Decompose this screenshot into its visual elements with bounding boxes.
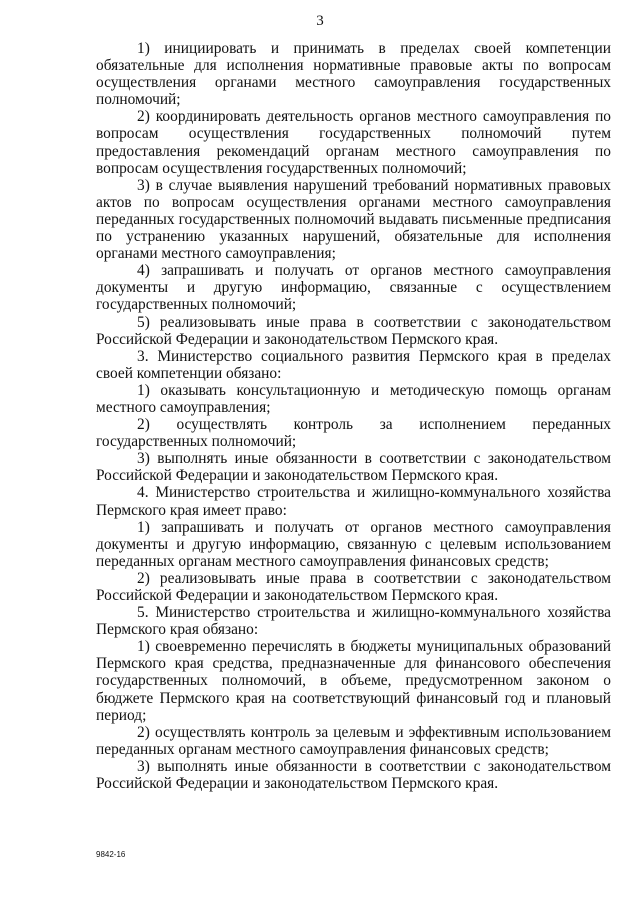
paragraph-4-1: 1) запрашивать и получать от органов местного самоуправления документы и другую информацию, связанную с целевым использованием переданных органам местного самоуправления финансовых средств; <box>96 518 611 570</box>
paragraph-4-2: 2) реализовывать иные права в соответствии с законодательством Российской Федерации и законодательством Пермского края. <box>96 569 611 604</box>
paragraph-2-4: 4) запрашивать и получать от органов местного самоуправления документы и другую информацию, связанные с осуществлением государственных полномочий; <box>96 262 611 314</box>
page-number: 3 <box>316 13 324 29</box>
section-3-heading: 3. Министерство социального развития Пермского края в пределах своей компетенции обязано: <box>96 347 611 382</box>
paragraph-2-1: 1) инициировать и принимать в пределах своей компетенции обязательные для исполнения нормативные правовые акты по вопросам осуществления органами местного самоуправления государственных полномочий; <box>96 40 611 109</box>
document-code: 9842-16 <box>96 850 126 859</box>
paragraph-3-3: 3) выполнять иные обязанности в соответствии с законодательством Российской Федерации и законодательством Пермского края. <box>96 450 611 485</box>
paragraph-2-5: 5) реализовывать иные права в соответствии с законодательством Российской Федерации и законодательством Пермского края. <box>96 313 611 348</box>
paragraph-3-1: 1) оказывать консультационную и методическую помощь органам местного самоуправления; <box>96 381 611 416</box>
paragraph-5-3: 3) выполнять иные обязанности в соответствии с законодательством Российской Федерации и законодательством Пермского края. <box>96 757 611 793</box>
section-5-heading: 5. Министерство строительства и жилищно-коммунального хозяйства Пермского края обязано: <box>96 604 611 639</box>
paragraph-2-3: 3) в случае выявления нарушений требований нормативных правовых актов по вопросам осуществления органами местного самоуправления переданных государственных полномочий выдавать письменные предписания по устранению указанных нарушений, обязательные для исполнения органами местного самоуправления; <box>96 176 611 263</box>
paragraph-2-2: 2) координировать деятельность органов местного самоуправления по вопросам осуществления государственных полномочий путем предоставления рекомендаций органам местного самоуправления по вопросам осуществления государственных полномочий; <box>96 108 611 177</box>
paragraph-5-1: 1) своевременно перечислять в бюджеты муниципальных образований Пермского края средства, предназначенные для финансового обеспечения государственных полномочий, в объеме, предусмотренном законом о бюджете Пермского края на соответствующий финансовый год и плановый период; <box>96 638 611 724</box>
section-4-heading: 4. Министерство строительства и жилищно-коммунального хозяйства Пермского края имеет право: <box>96 484 611 519</box>
paragraph-3-2: 2) осуществлять контроль за исполнением переданных государственных полномочий; <box>96 416 611 451</box>
document-body <box>96 40 611 792</box>
paragraph-5-2: 2) осуществлять контроль за целевым и эффективным использованием переданных органам местного самоуправления финансовых средств; <box>96 723 611 758</box>
